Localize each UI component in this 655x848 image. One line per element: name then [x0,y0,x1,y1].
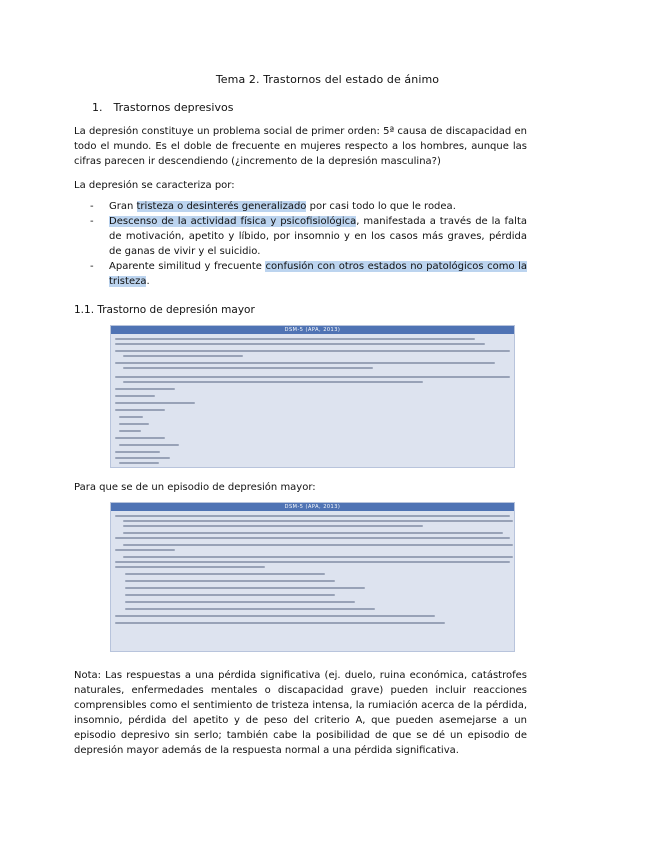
bullet-text: por casi todo lo que le rodea. [306,201,456,212]
paragraph-episode: Para que se de un episodio de depresión mayor: [74,482,316,493]
bullet-dash: - [90,216,94,227]
bullet-dash: - [90,201,94,212]
text-line [115,338,475,340]
text-line [115,537,510,539]
paragraph-intro: La depresión constituye un problema social de primer orden: 5ª causa de discapacidad en todo el mundo. Es el doble de frecuente en mujeres respecto a los hombres, aunque las cifras parecen ir descendiendo (¿incremento de la depresión masculina?) [74,126,527,167]
highlighted-text: tristeza o desinterés generalizado [136,201,307,212]
text-line [115,395,155,397]
dsm5-criteria-table-image [110,325,515,468]
dsm5-episode-criteria-image [110,502,515,652]
text-line [125,573,325,575]
table-header: DSM-5 (APA, 2013) [111,503,514,511]
text-line [123,532,503,534]
subsection-heading: 1.1. Trastorno de depresión mayor [74,304,255,316]
text-line [115,362,495,364]
text-line [115,409,165,411]
text-line [123,355,243,357]
text-line [115,350,510,352]
text-line [115,615,435,617]
text-line [119,430,141,432]
text-line [119,423,149,425]
table-header: DSM-5 (APA, 2013) [111,326,514,334]
text-line [115,388,175,390]
text-line [115,343,485,345]
text-line [115,561,510,563]
text-line [115,566,265,568]
section-number: 1. [92,101,103,114]
characteristics-list [90,199,527,289]
page-title: Tema 2. Trastornos del estado de ánimo [215,73,440,86]
text-line [125,601,355,603]
list-item [90,214,527,259]
text-line [125,594,335,596]
text-line [115,376,510,378]
text-line [115,451,160,453]
text-line [123,520,513,522]
text-line [119,444,179,446]
note-paragraph: Nota: Las respuestas a una pérdida significativa (ej. duelo, ruina económica, catástrofes naturales, enfermedades mentales o discapacidad grave) pueden incluir reacciones comprensibles como el sentimiento de tristeza intensa, la rumiación acerca de la pérdida, insomnio, pérdida del apetito y de peso del criterio A, que pueden asemejarse a un episodio depresivo sin serlo; también cabe la posibilidad de que se dé un episodio de depresión mayor además de la respuesta normal a una pérdida significativa. [74,670,527,756]
text-line [123,525,423,527]
text-line [115,402,195,404]
text-line [123,556,513,558]
text-line [115,622,445,624]
text-line [125,580,335,582]
text-line [115,549,175,551]
bullet-text: Aparente similitud y frecuente [109,261,266,272]
text-line [123,544,513,546]
text-line [123,367,373,369]
list-item [90,259,527,289]
section-heading [92,101,233,114]
bullet-dash: - [90,261,94,272]
text-line [115,515,510,517]
text-line [119,462,159,464]
text-line [123,381,423,383]
bullet-text: Gran [109,201,137,212]
section-label: Trastornos depresivos [113,101,234,114]
text-line [115,437,165,439]
list-item [90,199,527,214]
highlighted-text: confusión con otros estados no patológicos como la tristeza [109,261,527,287]
bullet-text: , manifestada a través de la falta de motivación, apetito y líbido, por insomnio y en los casos más graves, pérdida de ganas de vivir y el suicidio. [109,216,527,257]
text-line [125,608,375,610]
text-line [119,416,143,418]
text-line [115,457,170,459]
paragraph-characterized: La depresión se caracteriza por: [74,180,235,191]
text-line [125,587,365,589]
bullet-text: . [146,276,150,287]
highlighted-text: Descenso de la actividad física y psicofisiológica [109,216,357,227]
